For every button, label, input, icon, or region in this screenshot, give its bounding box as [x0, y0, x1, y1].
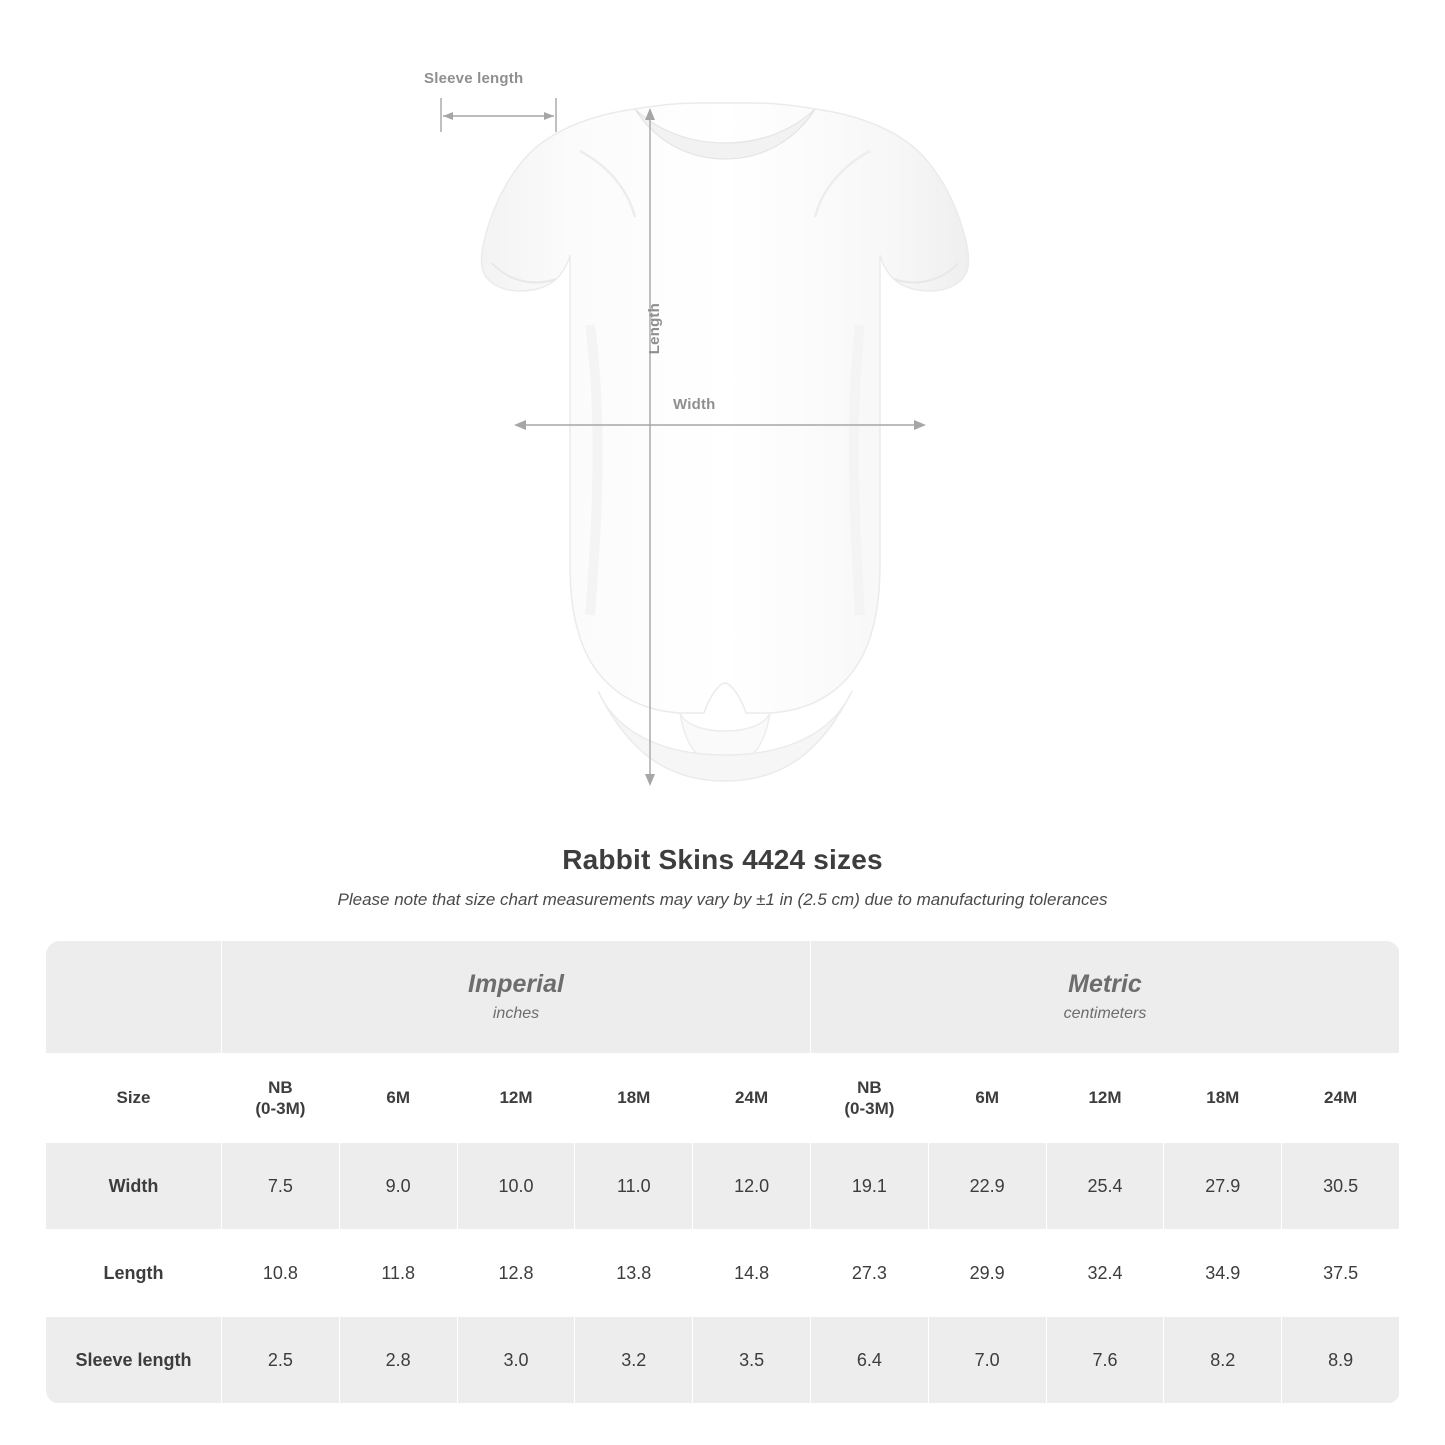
cell-length-24m-in: 14.8 [693, 1230, 811, 1317]
unit-group-imperial-label: Imperial [468, 970, 564, 999]
bodysuit-svg [430, 95, 1020, 785]
cell-width-24m-in: 12.0 [693, 1143, 811, 1230]
cell-width-24m-cm: 30.5 [1282, 1143, 1400, 1230]
size-table [45, 940, 1400, 1404]
row-label-length: Length [46, 1230, 222, 1317]
unit-group-metric-label: Metric [1068, 970, 1142, 999]
cell-sleeve-6m-in: 2.8 [339, 1317, 457, 1404]
header-col-nb-cm [810, 1054, 928, 1143]
page-title: Rabbit Skins 4424 sizes [562, 844, 883, 875]
cell-width-6m-in: 9.0 [339, 1143, 457, 1230]
table-header-row [46, 1054, 1400, 1143]
table-row [46, 1230, 1400, 1317]
header-col-nb-cm-label: NB [857, 1077, 882, 1097]
cell-width-nb-in: 7.5 [222, 1143, 340, 1230]
header-col-24m-cm: 24M [1282, 1054, 1400, 1143]
header-col-18m-in: 18M [575, 1054, 693, 1143]
unit-group-imperial [222, 941, 811, 1054]
cell-sleeve-12m-cm: 7.6 [1046, 1317, 1164, 1404]
bodysuit-graphic [430, 95, 1020, 785]
cell-length-12m-cm: 32.4 [1046, 1230, 1164, 1317]
cell-sleeve-18m-cm: 8.2 [1164, 1317, 1282, 1404]
cell-length-18m-cm: 34.9 [1164, 1230, 1282, 1317]
annotation-width: Width [673, 396, 716, 413]
header-col-nb-in [222, 1054, 340, 1143]
cell-width-18m-cm: 27.9 [1164, 1143, 1282, 1230]
cell-length-nb-cm: 27.3 [810, 1230, 928, 1317]
cell-sleeve-18m-in: 3.2 [575, 1317, 693, 1404]
header-col-12m-in: 12M [457, 1054, 575, 1143]
cell-length-6m-in: 11.8 [339, 1230, 457, 1317]
unit-group-row [46, 941, 1400, 1054]
unit-corner-cell [46, 941, 222, 1054]
cell-width-12m-cm: 25.4 [1046, 1143, 1164, 1230]
header-col-nb-cm-sub: (0-3M) [844, 1099, 895, 1118]
cell-sleeve-nb-cm: 6.4 [810, 1317, 928, 1404]
header-col-6m-in: 6M [339, 1054, 457, 1143]
cell-sleeve-nb-in: 2.5 [222, 1317, 340, 1404]
cell-width-18m-in: 11.0 [575, 1143, 693, 1230]
cell-length-18m-in: 13.8 [575, 1230, 693, 1317]
cell-sleeve-6m-cm: 7.0 [928, 1317, 1046, 1404]
header-col-12m-cm: 12M [1046, 1054, 1164, 1143]
cell-width-12m-in: 10.0 [457, 1143, 575, 1230]
header-col-6m-cm: 6M [928, 1054, 1046, 1143]
cell-width-6m-cm: 22.9 [928, 1143, 1046, 1230]
cell-length-nb-in: 10.8 [222, 1230, 340, 1317]
unit-group-metric-sub: centimeters [1063, 1004, 1147, 1022]
row-label-width: Width [46, 1143, 222, 1230]
unit-group-imperial-sub: inches [492, 1004, 540, 1022]
table-row [46, 1317, 1400, 1404]
cell-length-24m-cm: 37.5 [1282, 1230, 1400, 1317]
header-col-24m-in: 24M [693, 1054, 811, 1143]
table-row [46, 1143, 1400, 1230]
annotation-length: Length [646, 303, 663, 355]
cell-width-nb-cm: 19.1 [810, 1143, 928, 1230]
header-col-nb-in-label: NB [268, 1077, 293, 1097]
size-table-container [45, 940, 1400, 1404]
unit-group-metric [810, 941, 1399, 1054]
cell-length-6m-cm: 29.9 [928, 1230, 1046, 1317]
tolerance-note: Please note that size chart measurements may vary by ±1 in (2.5 cm) due to manufacturing tolerances [337, 890, 1108, 909]
cell-sleeve-12m-in: 3.0 [457, 1317, 575, 1404]
title-block [0, 844, 1445, 910]
header-size-label: Size [46, 1054, 222, 1143]
cell-length-12m-in: 12.8 [457, 1230, 575, 1317]
annotation-sleeve-length: Sleeve length [424, 70, 524, 87]
cell-sleeve-24m-cm: 8.9 [1282, 1317, 1400, 1404]
row-label-sleeve-length: Sleeve length [46, 1317, 222, 1404]
header-col-18m-cm: 18M [1164, 1054, 1282, 1143]
cell-sleeve-24m-in: 3.5 [693, 1317, 811, 1404]
header-col-nb-in-sub: (0-3M) [255, 1099, 306, 1118]
